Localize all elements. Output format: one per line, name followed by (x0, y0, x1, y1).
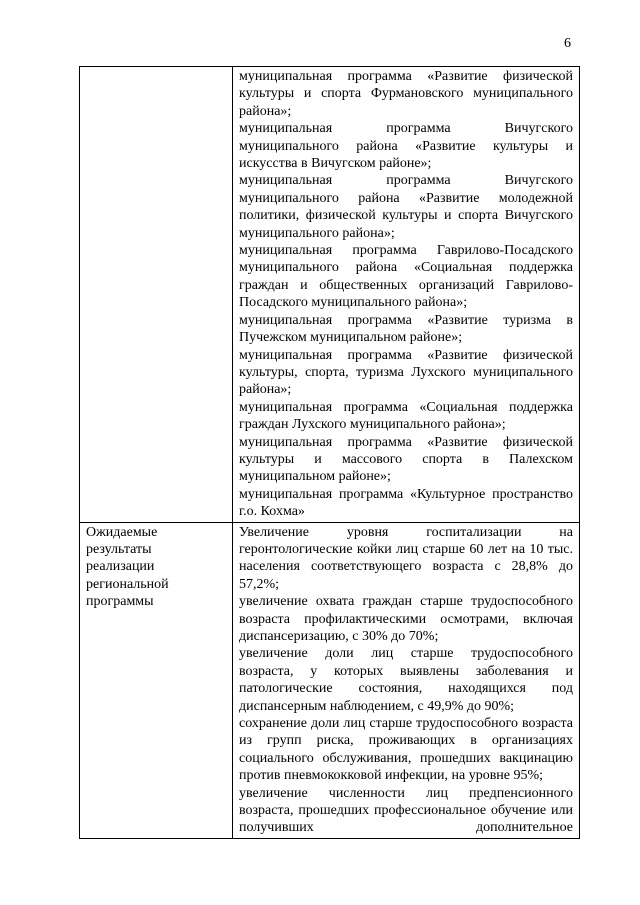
table-row (80, 522, 580, 838)
row-content-cell (233, 522, 580, 838)
program-item: муниципальная программа «Культурное пространство г.о. Кохма» (239, 486, 573, 520)
row-label-line: реализации (86, 559, 155, 575)
program-item: муниципальная программа Вичугского муниципального района «Развитие молодежной политики, физической культуры и спорта Вичугского муниципального района»; (239, 173, 573, 241)
result-item: Увеличение уровня госпитализации на геронтологические койки лиц старше 60 лет на 10 тыс. населения соответствующего возраста с 28,8% до 57,2%; (239, 524, 573, 592)
page-number: 6 (564, 36, 571, 51)
program-item: муниципальная программа «Развитие туризма в Пучежском муниципальном районе»; (239, 312, 573, 346)
program-item: муниципальная программа «Развитие физической культуры, спорта, туризма Лухского муниципального района»; (239, 347, 573, 398)
program-item: муниципальная программа «Развитие физической культуры и массового спорта в Палехском муниципальном районе»; (239, 434, 573, 485)
program-item: муниципальная программа «Развитие физической культуры и спорта Фурмановского муниципального района»; (239, 69, 573, 119)
program-item: муниципальная программа Вичугского муниципального района «Развитие культуры и искусства в Вичугском районе»; (239, 121, 573, 172)
row-label-line: Ожидаемые (86, 524, 158, 540)
table-row (80, 67, 580, 523)
row-label-cell (80, 522, 233, 838)
row-label-cell (80, 67, 233, 523)
row-label-line: результаты (86, 541, 152, 557)
row-label-line: региональной (86, 576, 169, 592)
program-passport-table (79, 66, 580, 839)
result-item: увеличение охвата граждан старше трудоспособного возраста профилактическими осмотрами, включая диспансеризацию, с 30% до 70%; (239, 594, 573, 644)
result-item: увеличение доли лиц старше трудоспособного возраста, у которых выявлены заболевания и патологические состояния, находящихся под диспансерным наблюдением, с 49,9% до 90%; (239, 646, 573, 714)
row-label-line: программы (86, 594, 154, 610)
row-content-cell (233, 67, 580, 523)
result-item: увеличение численности лиц предпенсионного возраста, прошедших профессиональное обучение или получивших дополнительное (239, 785, 573, 836)
result-item: сохранение доли лиц старше трудоспособного возраста из групп риска, проживающих в организациях социального обслуживания, прошедших вакцинацию против пневмококковой инфекции, на уровне 95%; (239, 716, 573, 784)
program-item: муниципальная программа Гаврилово-Посадского муниципального района «Социальная поддержка граждан и общественных организаций Гаврилово-Посадского муниципального района»; (239, 243, 573, 311)
program-item: муниципальная программа «Социальная поддержка граждан Лухского муниципального района»; (239, 399, 573, 433)
